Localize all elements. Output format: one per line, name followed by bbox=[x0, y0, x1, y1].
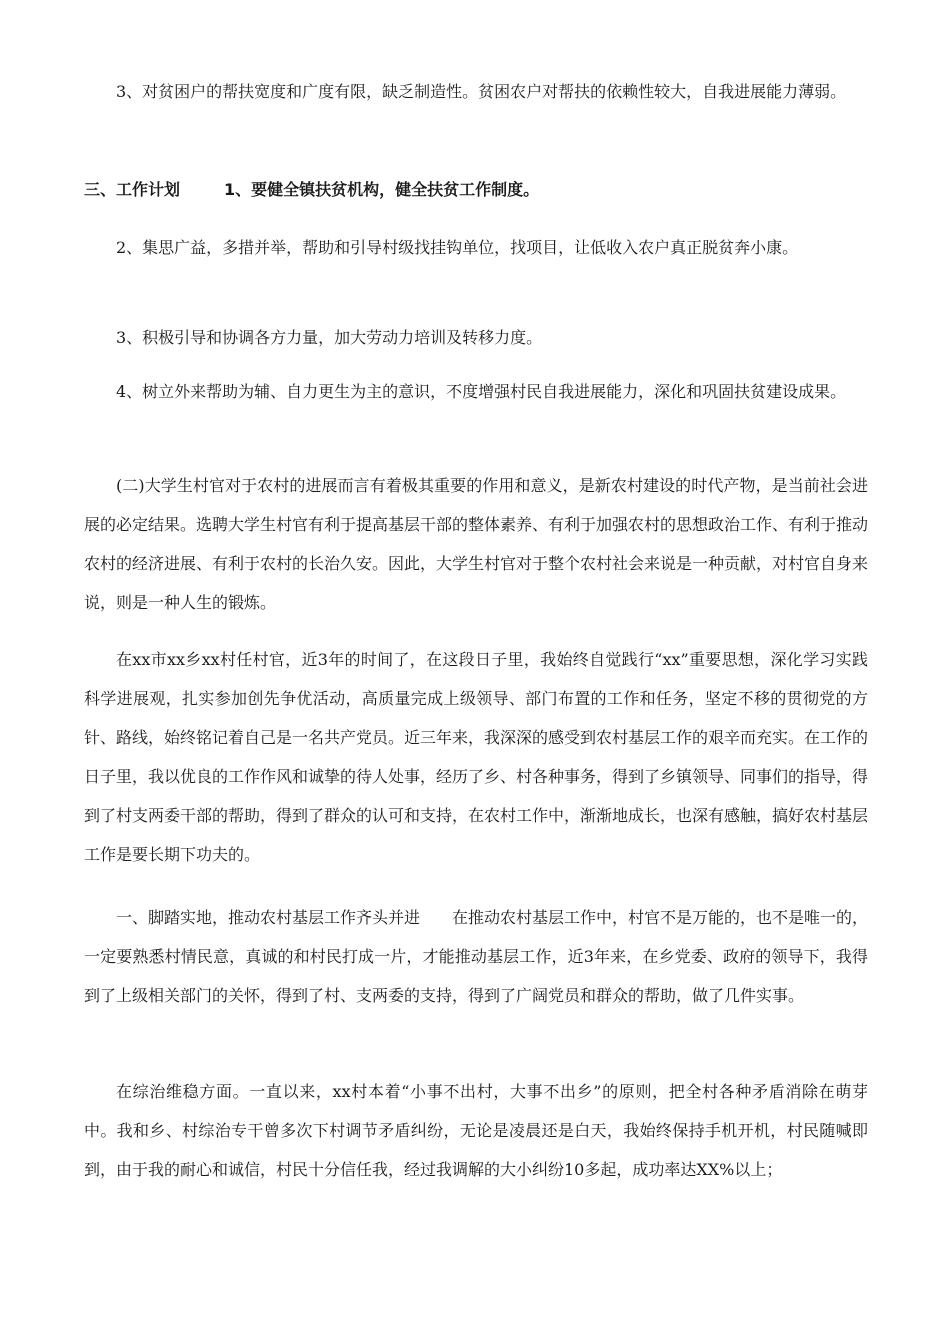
paragraph-college-village-official: (二)大学生村官对于农村的进展而言有着极其重要的作用和意义，是新农村建设的时代产物，是当前社会进展的必定结果。选聘大学生村官有利于提高基层干部的整体素养、有利于加强农村的思想政治工作、有利于推动农村的经济进展、有利于农村的长治久安。因此，大学生村官对于整个农村社会来说是一种贡献，对村官自身来说，则是一种人生的锻炼。 bbox=[84, 476, 869, 612]
paragraph-personal-experience: 在xx市xx乡xx村任村官，近3年的时间了，在这段日子里，我始终自觉践行“xx”重要思想，深化学习实践科学进展观，扎实参加创先争优活动，高质量完成上级领导、部门布置的工作和任务，坚定不移的贯彻党的方针、路线，始终铭记着自己是一名共产党员。近三年来，我深深的感受到农村基层工作的艰辛而充实。在工作的日子里，我以优良的工作作风和诚挚的待人处事，经历了乡、村各种事务，得到了乡镇领导、同事们的指导，得到了村支两委干部的帮助，得到了群众的认可和支持，在农村工作中，渐渐地成长，也深有感触，搞好农村基层工作是要长期下功夫的。 bbox=[84, 650, 869, 864]
section-heading-work-plan bbox=[84, 170, 868, 209]
heading-title: 三、工作计划 bbox=[84, 180, 181, 199]
paragraph-plan-item-3: 3、积极引导和协调各方力量，加大劳动力培训及转移力度。 bbox=[116, 328, 543, 347]
paragraph-poverty-assistance-limits: 3、对贫困户的帮扶宽度和广度有限，缺乏制造性。贫困农户对帮扶的依赖性较大，自我进展能力薄弱。 bbox=[116, 82, 847, 101]
paragraph-plan-item-2: 2、集思广益，多措并举，帮助和引导村级找挂钩单位，找项目，让低收入农户真正脱贫奔小康。 bbox=[116, 238, 799, 257]
heading-item-1: 1、要健全镇扶贫机构，健全扶贫工作制度。 bbox=[224, 180, 540, 199]
paragraph-plan-item-4: 4、树立外来帮助为辅、自力更生为主的意识，不度增强村民自我进展能力，深化和巩固扶贫建设成果。 bbox=[116, 382, 847, 401]
paragraph-section-one: 一、脚踏实地，推动农村基层工作齐头并进 在推动农村基层工作中，村官不是万能的，也不是唯一的，一定要熟悉村情民意，真诚的和村民打成一片，才能推动基层工作，近3年来，在乡党委、政府的领导下，我得到了上级相关部门的关怀，得到了村、支两委的支持，得到了广阔党员和群众的帮助，做了几件实事。 bbox=[84, 908, 869, 1005]
paragraph-stability-work: 在综治维稳方面。一直以来，xx村本着“小事不出村，大事不出乡”的原则，把全村各种矛盾消除在萌芽中。我和乡、村综治专干曾多次下村调节矛盾纠纷，无论是凌晨还是白天，我始终保持手机开机，村民随喊即到，由于我的耐心和诚信，村民十分信任我，经过我调解的大小纠纷10多起，成功率达XX%以上； bbox=[84, 1082, 868, 1179]
